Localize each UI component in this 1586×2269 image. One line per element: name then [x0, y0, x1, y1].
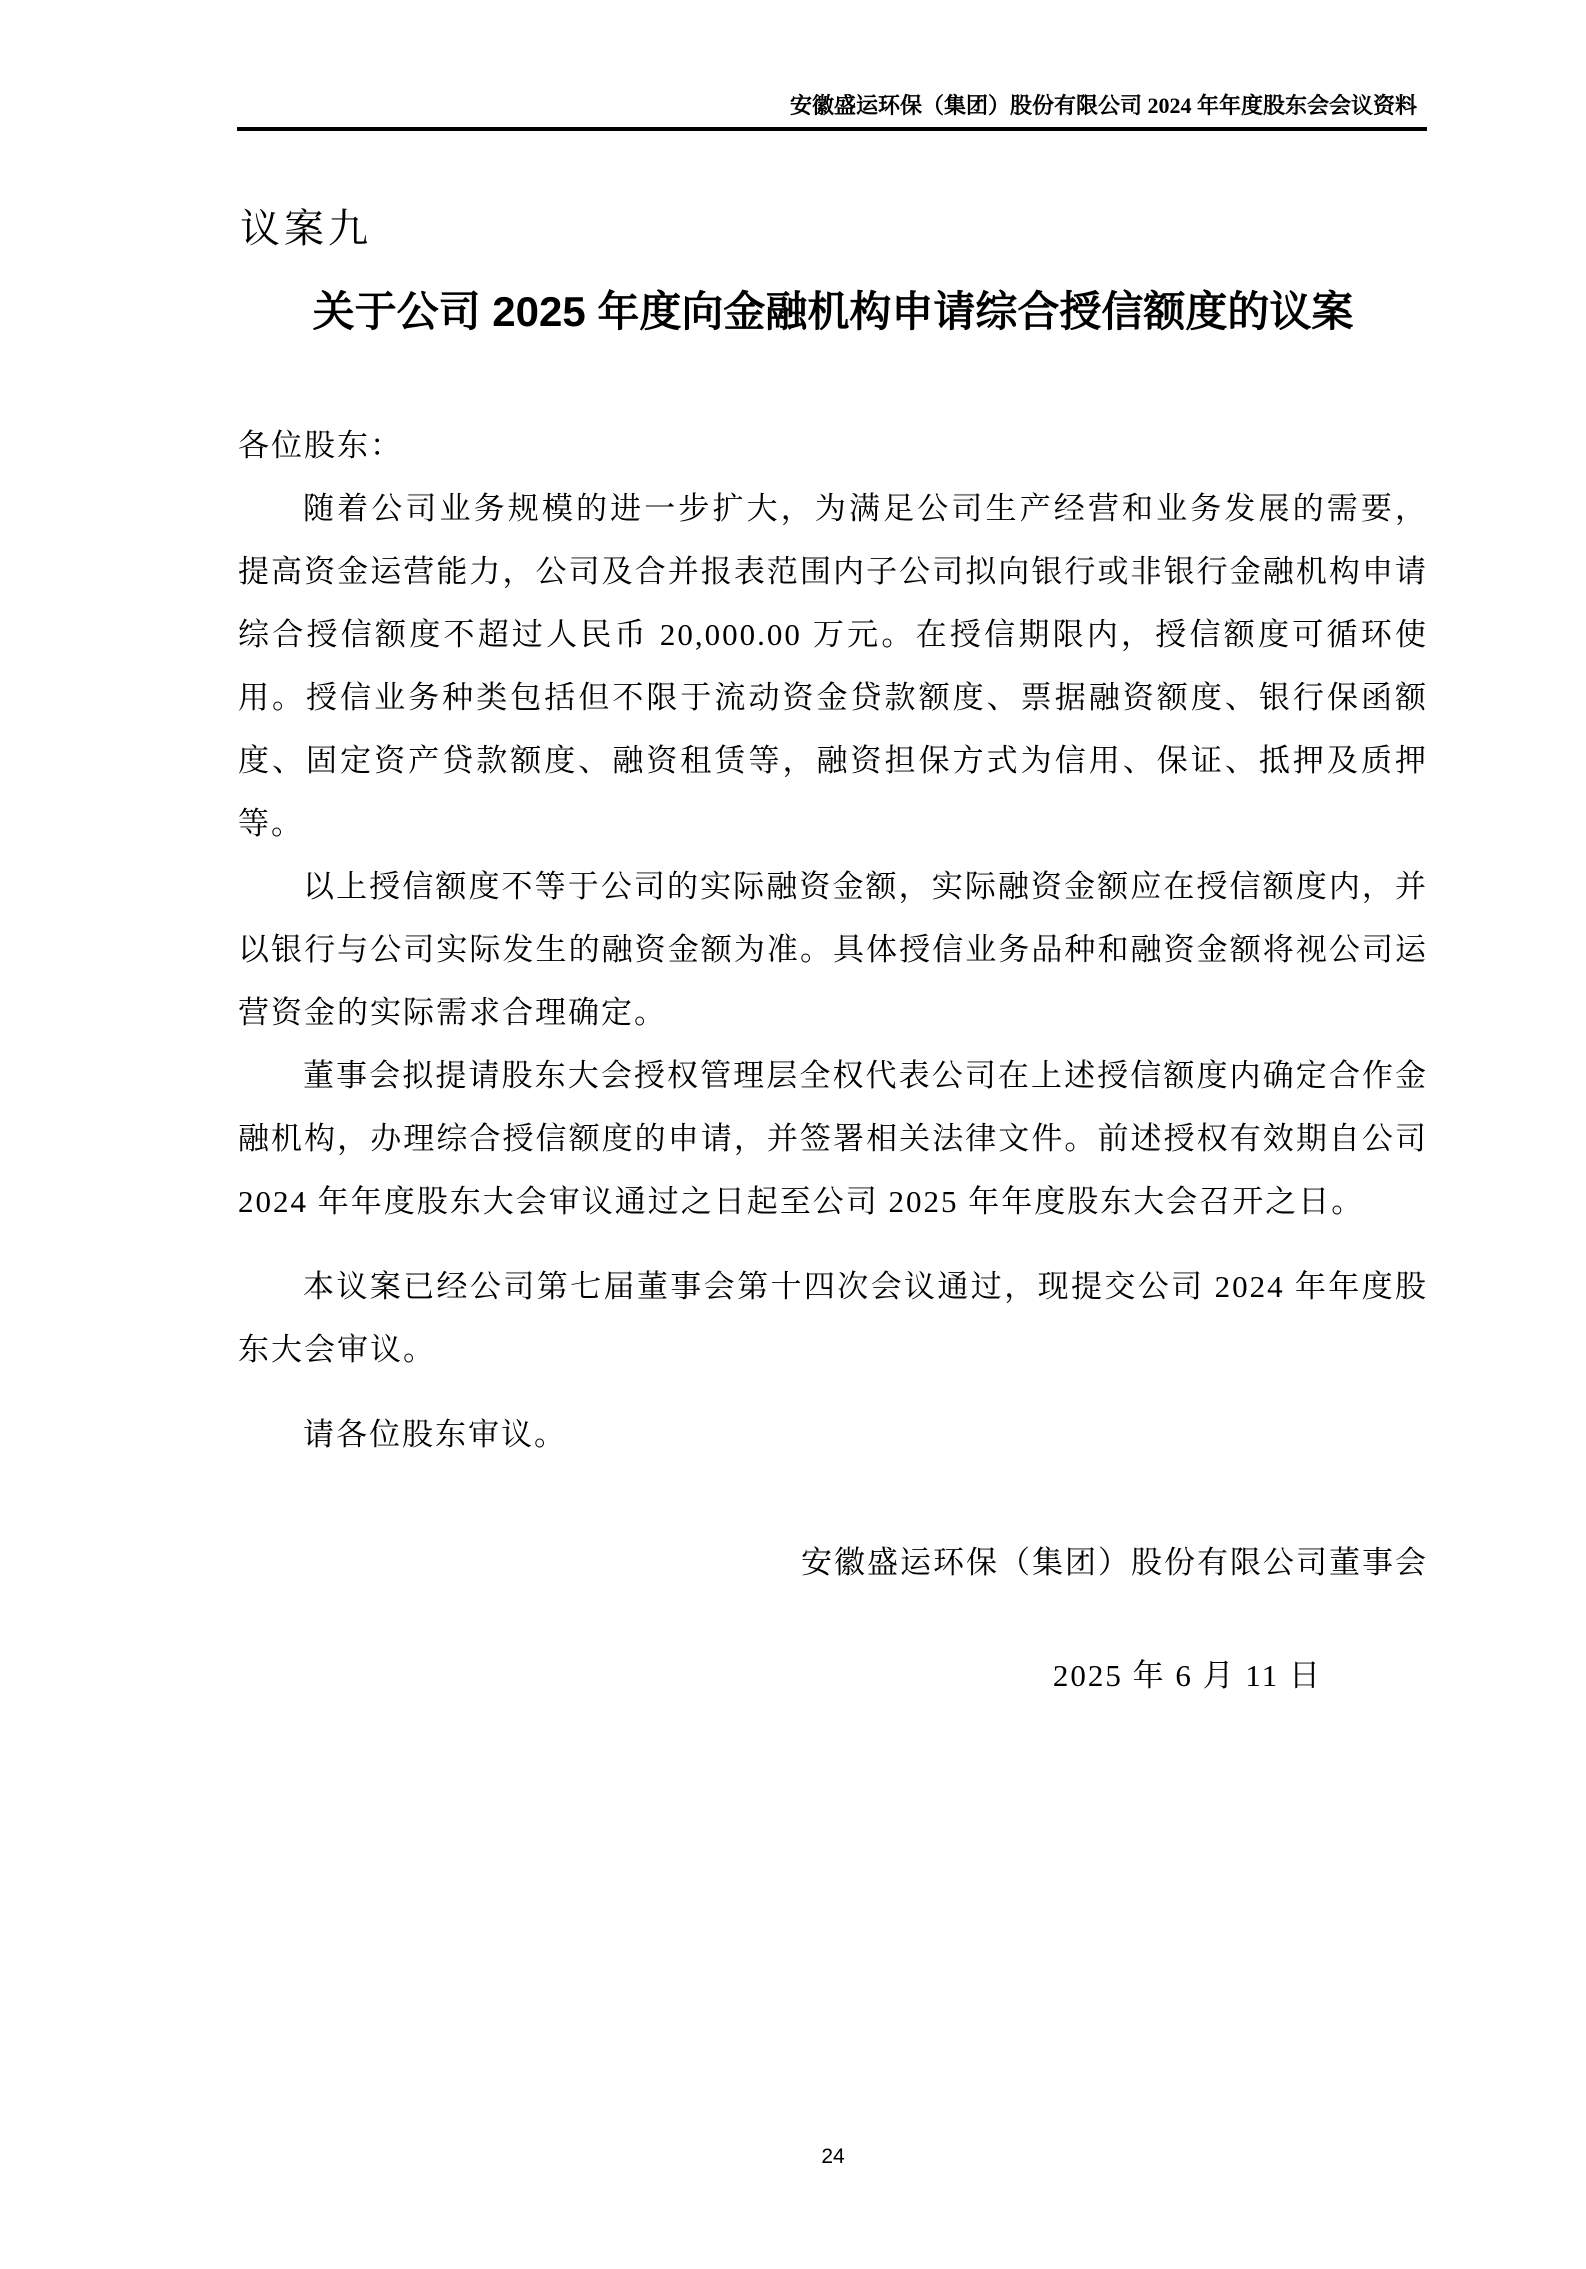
date-line: 2025 年 6 月 11 日: [1052, 1658, 1322, 1693]
paragraph-authorization: 董事会拟提请股东大会授权管理层全权代表公司在上述授信额度内确定合作金融机构，办理综合授信额度的申请，并签署相关法律文件。前述授权有效期自公司 2024 年年度股东大会审议通过之日起至公司 2025 年年度股东大会召开之日。: [238, 1058, 1428, 1219]
proposal-number: 议案九: [240, 206, 372, 251]
header-rule: [237, 127, 1427, 131]
page-number: 24: [821, 2145, 845, 2168]
page-footer: [238, 2143, 1428, 2171]
salutation: 各位股东：: [238, 428, 403, 463]
paragraph-review-request: 请各位股东审议。: [303, 1417, 567, 1452]
header-text: 安徽盛运环保（集团）股份有限公司 2024 年年度股东会会议资料: [789, 93, 1417, 118]
paragraph-board-approval: 本议案已经公司第七届董事会第十四次会议通过，现提交公司 2024 年年度股东大会审议。: [238, 1269, 1428, 1367]
document-body: [238, 414, 1428, 1707]
paragraph-credit-request: 随着公司业务规模的进一步扩大，为满足公司生产经营和业务发展的需要， 提高资金运营能力，公司及合并报表范围内子公司拟向银行或非银行金融机构申请综合授信额度不超过人民币 20,000.00 万元。在授信期限内，授信额度可循环使用。授信业务种类包括但不限于流动资金贷款额度、票据融资额度、银行保函额度、固定资产贷款额度、融资租赁等，融资担保方式为信用、保证、抵押及质押等。: [238, 491, 1428, 841]
paragraph-actual-financing: 以上授信额度不等于公司的实际融资金额，实际融资金额应在授信额度内，并以银行与公司实际发生的融资金额为准。具体授信业务品种和融资金额将视公司运营资金的实际需求合理确定。: [238, 869, 1428, 1030]
page-header: [237, 88, 1417, 124]
signature-line: 安徽盛运环保（集团）股份有限公司董事会: [801, 1545, 1428, 1580]
proposal-title: 关于公司 2025 年度向金融机构申请综合授信额度的议案: [312, 288, 1354, 335]
